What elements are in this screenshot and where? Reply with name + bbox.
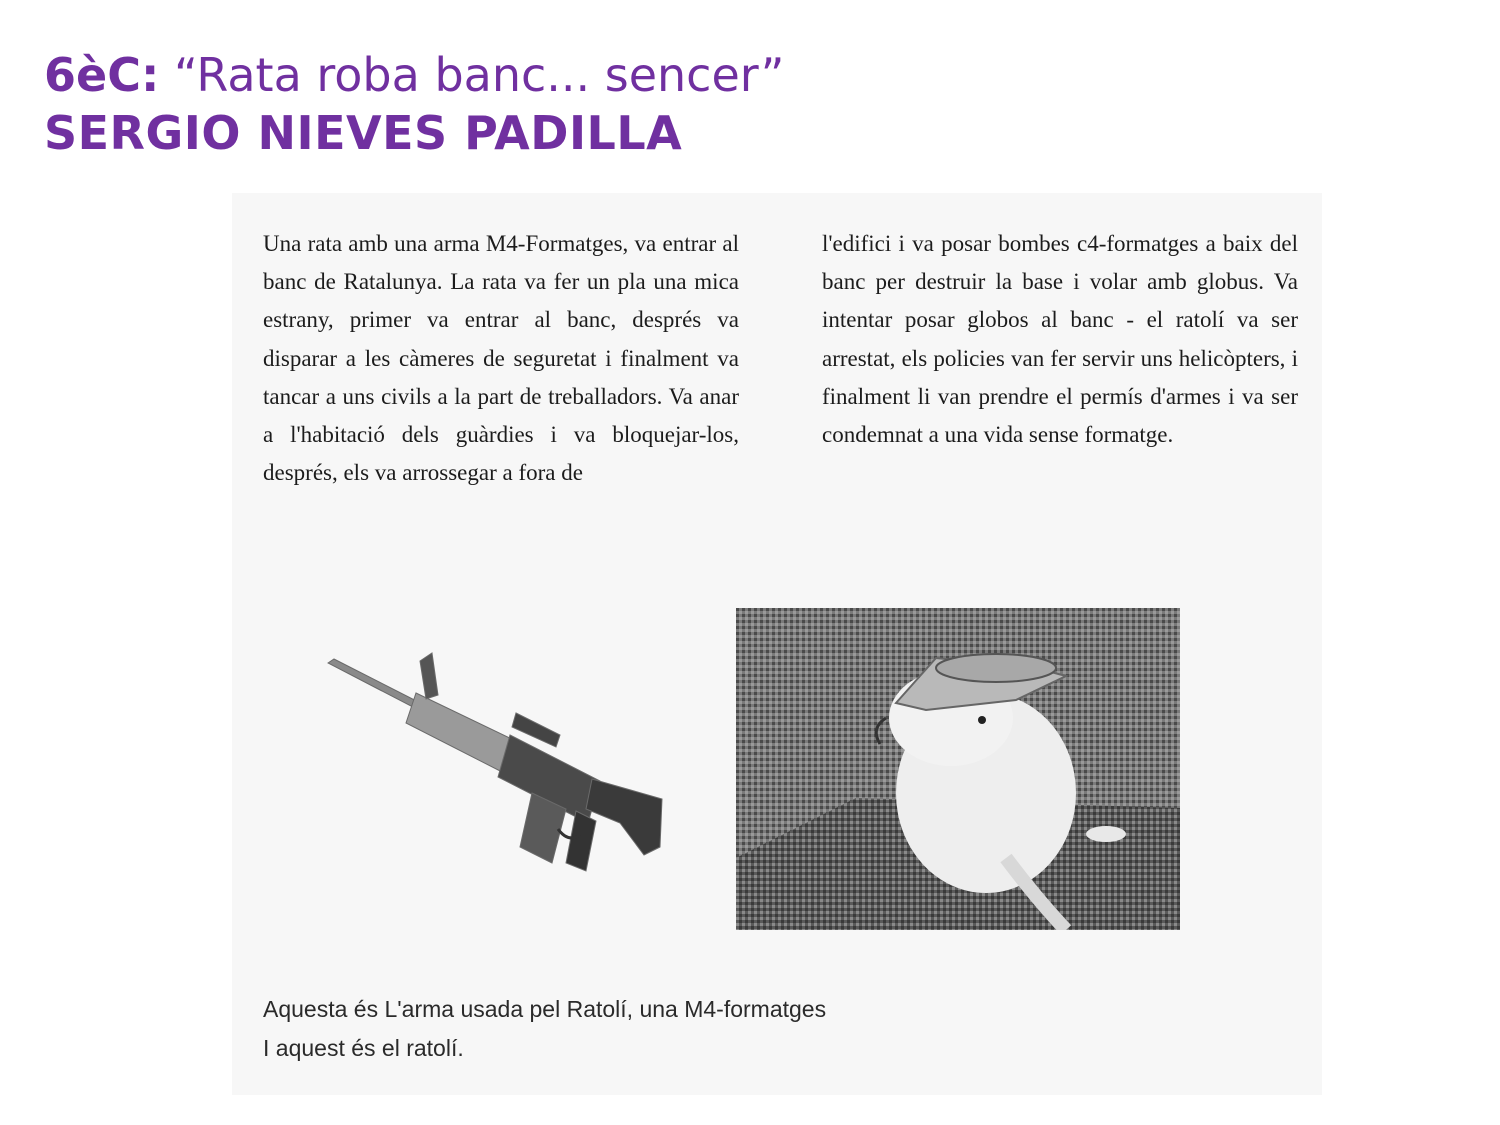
image-caption (263, 990, 1063, 1068)
rat-photo (736, 608, 1180, 930)
slide-header (44, 46, 784, 162)
rifle-image (320, 643, 670, 913)
author-name: SERGIO NIEVES PADILLA (44, 106, 683, 160)
caption-line-1: Aquesta és L'arma usada pel Ratolí, una M4-formatges (263, 996, 827, 1022)
story-title: “Rata roba banc... sencer” (173, 48, 785, 102)
class-label: 6èC: (44, 48, 160, 102)
story-right-column: l'edifici i va posar bombes c4-formatges a baix del banc per destruir la base i volar amb globus. Va intentar posar globos al banc - el ratolí va ser arrestat, els policies van fer servir uns helicòpters, i finalment li van prendre el permís d'armes i va ser condemnat a una vida sense formatge. (822, 231, 1298, 448)
scanned-page (232, 193, 1322, 1095)
title-line (44, 46, 784, 104)
story-left-column: Una rata amb una arma M4-Formatges, va entrar al banc de Ratalunya. La rata va fer un pla una mica estrany, primer va entrar al banc, després va disparar a les càmeres de seguretat i finalment va tancar a uns civils a la part de treballadors. Va anar a l'habitació dels guàrdies i va bloquejar-los, després, els va arrossegar a fora de (263, 231, 739, 486)
caption-line-2: I aquest és el ratolí. (263, 1035, 464, 1061)
